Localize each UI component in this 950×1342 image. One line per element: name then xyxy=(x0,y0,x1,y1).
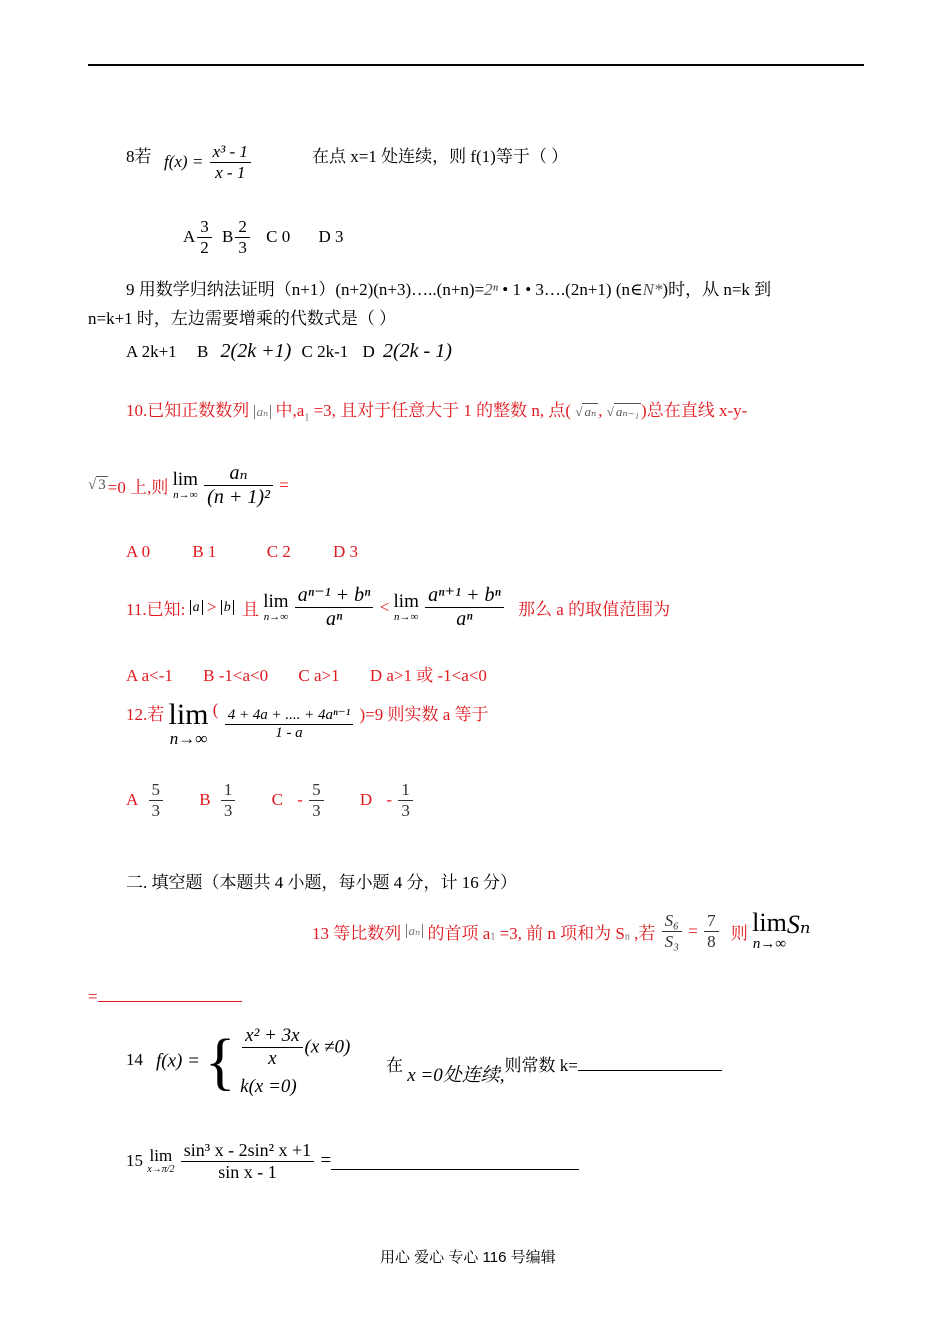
q13-part1: 13 等比数列 xyxy=(312,923,402,943)
q12-option-b-den: 3 xyxy=(223,800,233,820)
q14-tail xyxy=(386,1050,722,1086)
q11-lim1 xyxy=(263,592,288,623)
q11-fraction2 xyxy=(425,584,504,631)
q10-options xyxy=(126,542,358,562)
q12-lim xyxy=(169,700,209,749)
q9-option-a: A 2k+1 xyxy=(126,342,177,361)
q10-part2: 中,a xyxy=(275,401,305,420)
q15-lim-sub: x→π/2 xyxy=(147,1164,175,1176)
q13-value xyxy=(704,911,719,951)
q13-sequence: aₙ xyxy=(406,924,424,938)
q13-answer-prefix: = xyxy=(88,987,98,1006)
q10-lim-sub: n→∞ xyxy=(173,488,198,501)
q14-answer-blank[interactable] xyxy=(578,1054,722,1071)
q10-part5: =0 上,则 xyxy=(107,478,169,497)
q13-value-num: 7 xyxy=(704,911,719,932)
q15-lim xyxy=(147,1147,174,1175)
q9-option-b-expr: 2(2k +1) xyxy=(220,340,292,362)
q12-options xyxy=(126,780,415,820)
q12-part1: 12.若 xyxy=(126,705,165,724)
q14-condition: x =0处连续, xyxy=(407,1065,505,1086)
q10-sqrt-an1: √ aₙ₋₁ xyxy=(606,404,640,419)
q12-option-a-den: 3 xyxy=(151,800,161,820)
q9-options xyxy=(126,340,452,363)
q12-line xyxy=(126,700,489,749)
q11-gt: > xyxy=(206,597,217,617)
q10-fraction xyxy=(204,462,273,509)
q9-line1-a: 9 用数学归纳法证明（n+1）(n+2)(n+3)…..(n+n)= xyxy=(126,280,485,299)
q12-fraction xyxy=(225,707,354,743)
q13-ratio-num: S₆ xyxy=(662,911,682,932)
q10-sequence: aₙ xyxy=(254,405,272,419)
q12-option-b: B xyxy=(199,790,211,810)
q12-option-d-den: 3 xyxy=(401,800,410,820)
q15-numerator: sin³ x - 2sin² x +1 xyxy=(181,1140,314,1162)
q11-options xyxy=(126,661,487,686)
q15-lim-word: lim xyxy=(149,1146,173,1166)
q9-set-n: N* xyxy=(642,280,663,299)
q13-part4: ,若 xyxy=(634,923,656,943)
q15-line xyxy=(126,1140,579,1182)
q11-lim1-word: lim xyxy=(263,590,289,612)
q14-brace: { xyxy=(204,1025,236,1097)
q12-option-d-sign: - xyxy=(386,790,393,810)
q8-option-a-den: 2 xyxy=(200,237,209,257)
q12-lim-sub: n→∞ xyxy=(169,729,208,748)
q11-option-a: A a<-1 xyxy=(126,666,173,685)
q13-lim-word: lim xyxy=(752,908,787,937)
q13-value-den: 8 xyxy=(707,931,716,951)
q12-option-c-frac xyxy=(309,780,324,820)
q14-label: 14 xyxy=(126,1050,143,1069)
q9-option-d: D xyxy=(362,342,375,361)
q14-case1 xyxy=(240,1025,350,1070)
q12-option-a-frac xyxy=(149,780,164,820)
q15-denominator: sin x - 1 xyxy=(218,1161,277,1182)
q12-option-a: A xyxy=(126,790,139,810)
q13-sub-1: 1 xyxy=(490,931,496,943)
q8-option-b: B xyxy=(222,227,234,247)
q9-option-c: C 2k-1 xyxy=(301,342,349,361)
q8-option-a-frac xyxy=(197,217,212,257)
q12-option-c: C xyxy=(271,790,283,810)
q13-ratio-den: S₃ xyxy=(664,931,680,951)
q12-numerator: 4 + 4a + .... + 4aⁿ⁻¹ xyxy=(225,707,354,725)
q11-fraction1 xyxy=(295,584,374,631)
q10-sqrt-an: √ aₙ xyxy=(575,404,597,419)
q10-part1: 10.已知正数数列 xyxy=(126,401,250,420)
q8-option-b-den: 3 xyxy=(238,237,247,257)
q13-part5: 则 xyxy=(730,923,748,943)
q10-sqrt3: √ 3 xyxy=(88,477,106,493)
q13-equals: = xyxy=(688,921,698,941)
section-fill-in-title: 二. 填空题（本题共 4 小题，每小题 4 分，计 16 分） xyxy=(126,873,517,892)
q12-option-c-num: 5 xyxy=(309,780,324,801)
q11-lim2-sub: n→∞ xyxy=(394,610,419,623)
q8-option-a: A xyxy=(183,227,196,247)
q8-option-a-num: 3 xyxy=(197,217,212,238)
q10-numerator: aₙ xyxy=(204,462,273,486)
q11-num1: aⁿ⁻¹ + bⁿ xyxy=(295,584,374,608)
q8-option-c: C 0 xyxy=(266,227,291,247)
q10-sqrt3-val: 3 xyxy=(98,477,106,493)
q8-fraction xyxy=(210,142,251,182)
q13-lim xyxy=(752,910,787,953)
q12-denominator: 1 - a xyxy=(275,724,303,741)
q12-option-c-sign: - xyxy=(297,790,303,810)
q12-option-d-frac xyxy=(398,780,413,820)
q10-option-b: B 1 xyxy=(192,542,217,561)
q14-func: f(x) = xyxy=(156,1050,200,1072)
q11-part1: 11.已知: xyxy=(126,600,186,619)
q11-den2: aⁿ xyxy=(456,608,473,630)
q10-lim xyxy=(173,470,198,501)
q8-func: f(x) = xyxy=(164,152,204,172)
q10-sub-1: 1 xyxy=(304,412,310,424)
q11-option-b: B -1<a<0 xyxy=(203,666,269,685)
header-rule xyxy=(88,64,864,66)
q13-part3: =3, 前 n 项和为 S xyxy=(499,923,625,943)
q10-pt1: aₙ xyxy=(584,404,597,419)
q12-lparen: ( xyxy=(212,700,219,719)
q10-part4: )总在直线 x-y- xyxy=(641,401,748,420)
q12-option-c-den: 3 xyxy=(312,800,321,820)
q9-line1 xyxy=(126,275,771,300)
q10-option-d: D 3 xyxy=(333,542,359,561)
q10-comma: , xyxy=(598,401,603,420)
q15-answer-blank[interactable] xyxy=(331,1153,579,1170)
q12-option-b-num: 1 xyxy=(221,780,236,801)
q11-part2: 且 xyxy=(241,600,259,619)
q8-stem: 8若 xyxy=(126,147,152,166)
q15-label: 15 xyxy=(126,1151,143,1171)
q13-line xyxy=(312,910,810,953)
q11-part3: 那么 a 的取值范围为 xyxy=(518,600,671,619)
q10-line2 xyxy=(88,462,289,509)
q12-lim-word: lim xyxy=(168,698,209,731)
q8-tail: 在点 x=1 处连续，则 f(1)等于（ ） xyxy=(312,147,569,166)
q14-piecewise xyxy=(156,1025,350,1098)
q13-answer xyxy=(88,985,242,1007)
q9-power: 2ⁿ xyxy=(484,280,499,299)
q11-abs-a: a xyxy=(190,600,203,615)
q12-option-b-frac xyxy=(221,780,236,820)
q8-numerator: x³ - 1 xyxy=(210,142,251,163)
q11-option-c: C a>1 xyxy=(298,666,340,685)
q11-num2: aⁿ⁺¹ + bⁿ xyxy=(425,584,504,608)
q12-part2: )=9 则实数 a 等于 xyxy=(359,705,489,724)
page-footer: 用心 爱心 专心 116 号编辑 xyxy=(380,1249,556,1266)
q15-fraction xyxy=(181,1140,314,1182)
q10-pt2: aₙ₋₁ xyxy=(615,404,640,419)
q13-lim-sub: n→∞ xyxy=(752,936,787,952)
q10-lim-word: lim xyxy=(172,468,198,490)
q13-answer-blank[interactable] xyxy=(98,985,242,1002)
q10-option-a: A 0 xyxy=(126,542,151,561)
q13-target: Sₙ xyxy=(786,910,811,939)
q8-option-b-frac xyxy=(235,217,250,257)
q8-options xyxy=(183,217,344,257)
q14-cases xyxy=(240,1025,350,1098)
q14-case1-cond: (x ≠0) xyxy=(304,1036,351,1058)
q10-option-c: C 2 xyxy=(266,542,291,561)
q8-formula xyxy=(164,142,253,182)
q8-option-d: D 3 xyxy=(318,227,344,247)
q14-case1-den: x xyxy=(268,1047,277,1069)
q12-option-d-num: 1 xyxy=(398,780,413,801)
q14-tail-text: 则常数 k= xyxy=(504,1056,578,1075)
q9-line1-c: )时，从 n=k 到 xyxy=(662,280,772,299)
q11-lim2-word: lim xyxy=(393,590,419,612)
q14-case2: k(x =0) xyxy=(240,1075,297,1097)
q14-case1-frac xyxy=(242,1025,302,1070)
q8-option-b-num: 2 xyxy=(235,217,250,238)
q14-case1-num: x² + 3x xyxy=(242,1025,302,1048)
q11-den1: aⁿ xyxy=(325,608,343,630)
q12-option-d: D xyxy=(359,790,373,810)
q10-part3: =3, 且对于任意大于 1 的整数 n, 点( xyxy=(313,401,572,420)
q13-part2: 的首项 a xyxy=(427,923,491,943)
q11-line xyxy=(126,584,670,631)
q9-option-d-expr: 2(2k - 1) xyxy=(383,340,452,362)
q13-ratio xyxy=(662,911,682,951)
q9-line1-b: • 1 • 3….(2n+1) (n∈ xyxy=(502,280,643,299)
q10-denominator: (n + 1)² xyxy=(207,486,270,508)
q11-option-d: D a>1 或 -1<a<0 xyxy=(369,666,487,685)
q11-lim1-sub: n→∞ xyxy=(263,610,289,623)
q11-abs-b: b xyxy=(221,600,234,615)
q9-option-b: B xyxy=(196,342,209,361)
q10-equals: = xyxy=(279,475,289,495)
q9-line2: n=k+1 时，左边需要增乘的代数式是（ ） xyxy=(88,309,397,328)
q14-mid: 在 xyxy=(386,1056,403,1075)
q11-lim2 xyxy=(394,592,419,623)
q11-lt: < xyxy=(379,597,390,617)
q12-option-a-num: 5 xyxy=(149,780,164,801)
q10-line1 xyxy=(126,396,747,423)
q8-denominator: x - 1 xyxy=(215,162,246,182)
q13-sub-n: n xyxy=(624,931,630,943)
q15-equals: = xyxy=(320,1150,332,1172)
